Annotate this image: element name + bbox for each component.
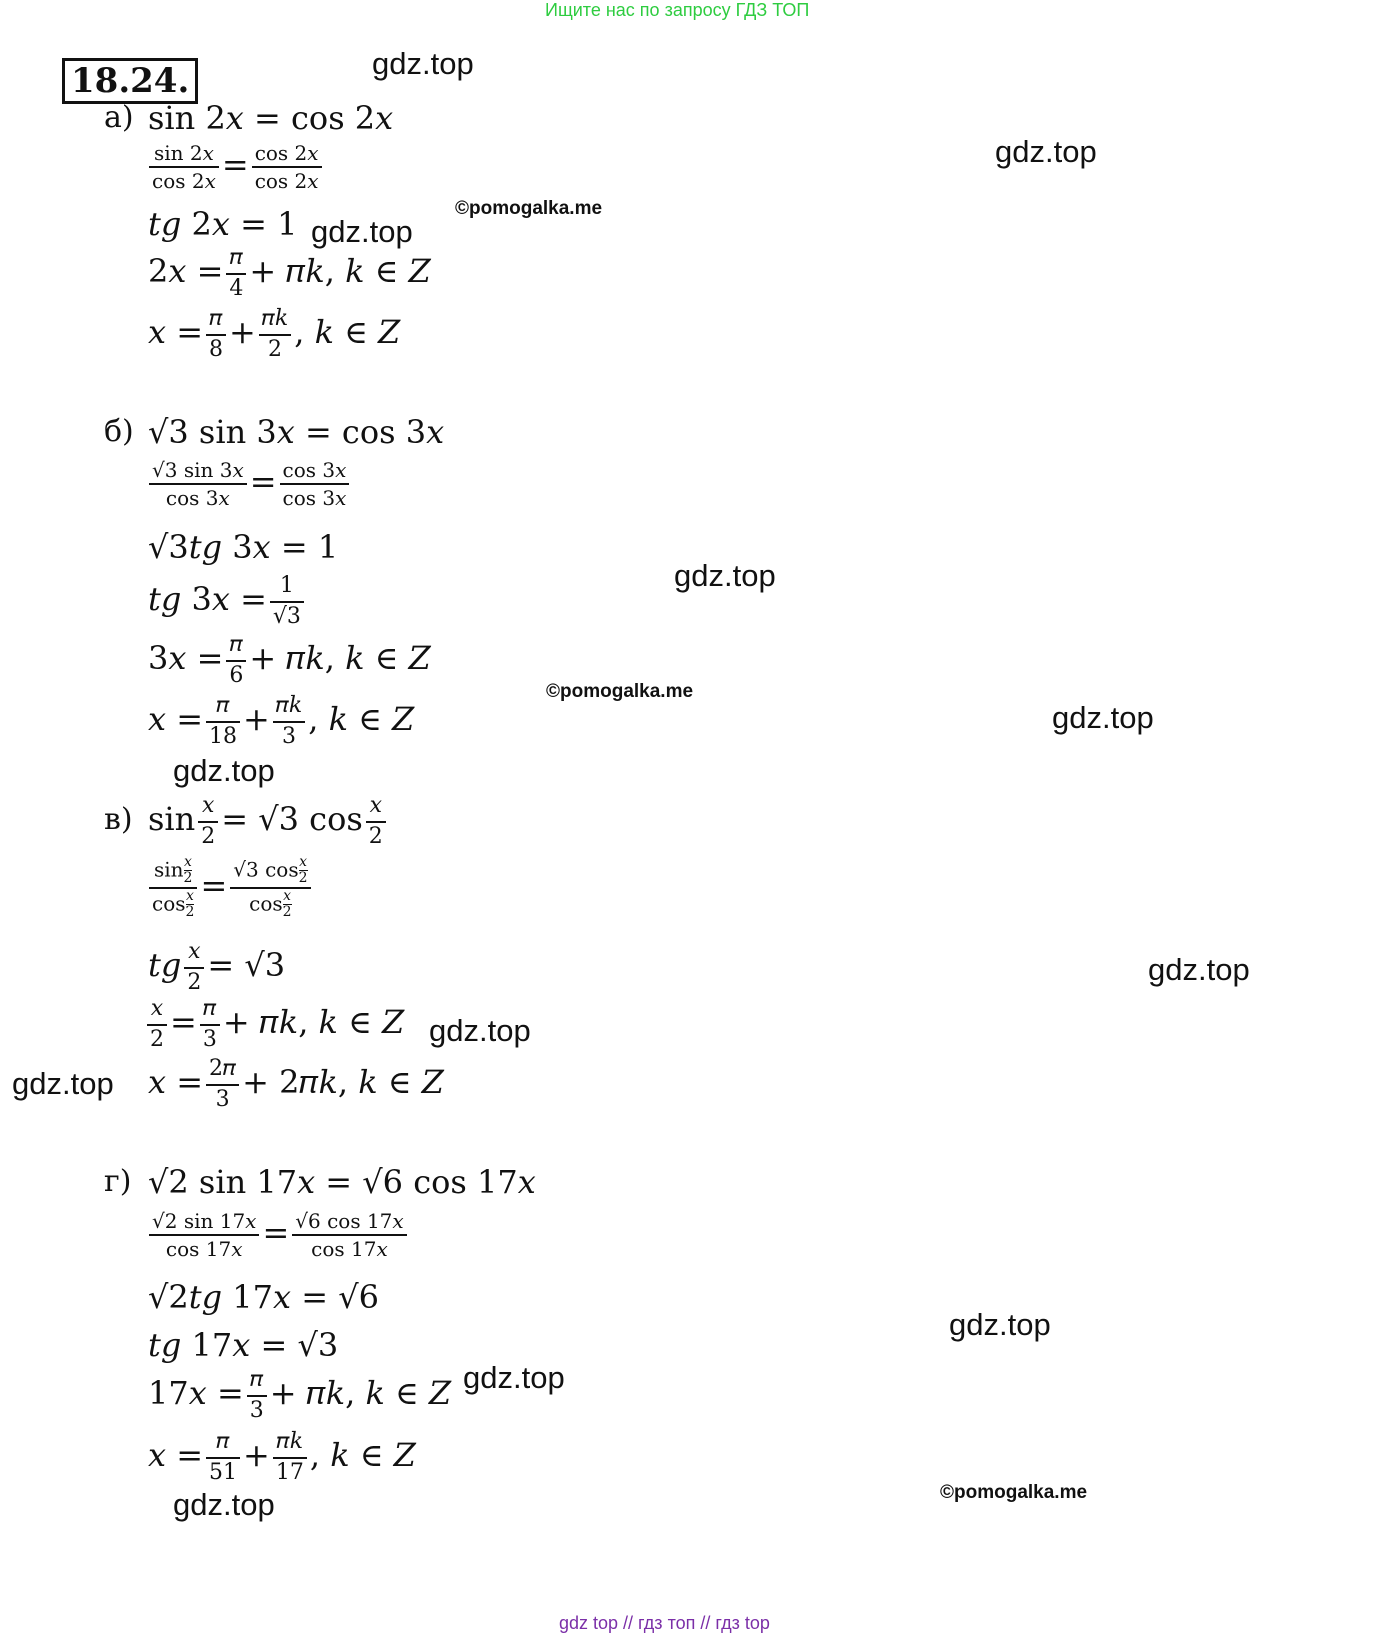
numerator: cos 2𝑥 (252, 140, 322, 168)
top-banner[interactable]: Ищите нас по запросу ГДЗ ТОП (545, 0, 810, 20)
part-g-line-2: $\frac{\text{√2 sin 17𝑥}}{\text{cos 17𝑥}}$ = $\frac{\text{√6 cos 17𝑥}}{\text{cos 17𝑥}}$ (146, 1208, 410, 1262)
part-a-line-5: 𝑥 = $\frac{\text{𝜋}}{8}$ + $\frac{\text{𝜋𝑘}}{2}$ , 𝑘 ∈ 𝑍 (148, 306, 401, 362)
denominator: cos 2𝑥 (152, 169, 216, 193)
part-v-label: в) (104, 802, 133, 837)
part-a-line-3: 𝑡𝑔 2𝑥 = 1 (148, 205, 298, 243)
part-v-line-1: sin $\frac{\text{𝑥}}{2}$ = √3 cos $\frac{\text{𝑥}}{2}$ (148, 792, 389, 851)
numerator: sin 2𝑥 (149, 140, 219, 168)
part-b-line-1: √3 sin 3𝑥 = cos 3𝑥 (148, 413, 445, 451)
part-b-line-3: √3𝑡𝑔 3𝑥 = 1 (148, 528, 339, 566)
part-b-label: б) (104, 414, 134, 449)
part-b-line-2: $\frac{\text{√3 sin 3𝑥}}{\text{cos 3𝑥}}$ = $\frac{\text{cos 3𝑥}}{\text{cos 3𝑥}}$ (146, 457, 352, 511)
part-v-line-5: 𝑥 = $\frac{\text{2𝜋}}{3}$ + 2𝜋𝑘, 𝑘 ∈ 𝑍 (148, 1056, 444, 1112)
watermark-gdz: gdz.top (1052, 700, 1154, 735)
watermark-gdz: gdz.top (173, 753, 275, 788)
part-a-label: а) (104, 100, 134, 135)
watermark-gdz: gdz.top (1148, 952, 1250, 987)
watermark-gdz: gdz.top (429, 1013, 531, 1048)
part-g-line-3: √2𝑡𝑔 17𝑥 = √6 (148, 1278, 379, 1316)
part-b-line-4: 𝑡𝑔 3𝑥 = $\frac{1}{√3}$ (148, 572, 307, 631)
watermark-copyright: ©pomogalka.me (940, 1482, 1088, 1503)
part-g-line-5: 17𝑥 = $\frac{\text{𝜋}}{3}$ + 𝜋𝑘, 𝑘 ∈ 𝑍 (148, 1367, 452, 1423)
watermark-gdz: gdz.top (949, 1307, 1051, 1342)
watermark-copyright: ©pomogalka.me (455, 198, 603, 219)
part-b-line-5: 3𝑥 = $\frac{\text{𝜋}}{6}$ + 𝜋𝑘, 𝑘 ∈ 𝑍 (148, 632, 431, 688)
watermark-gdz: gdz.top (674, 558, 776, 593)
part-g-line-1: √2 sin 17𝑥 = √6 cos 17𝑥 (148, 1163, 536, 1201)
watermark-gdz: gdz.top (372, 46, 474, 81)
watermark-gdz: gdz.top (311, 214, 413, 249)
part-b-line-6: 𝑥 = $\frac{\text{𝜋}}{18}$ + $\frac{\text{𝜋𝑘}}{3}$ , 𝑘 ∈ 𝑍 (148, 693, 415, 749)
part-a-line-1: sin 2𝑥 = cos 2𝑥 (148, 99, 394, 137)
part-a-line-2: $\frac{\text{sin 2𝑥}}{\text{cos 2𝑥}}$ = $\frac{\text{cos 2𝑥}}{\text{cos 2𝑥}}$ (146, 140, 325, 194)
watermark-gdz: gdz.top (995, 134, 1097, 169)
watermark-gdz: gdz.top (463, 1360, 565, 1395)
problem-number: 18.24. (62, 58, 198, 104)
watermark-gdz: gdz.top (173, 1487, 275, 1522)
part-a-line-4: 2𝑥 = $\frac{\text{𝜋}}{4}$ + 𝜋𝑘, 𝑘 ∈ 𝑍 (148, 245, 431, 301)
denominator: cos 2𝑥 (254, 169, 319, 193)
part-g-label: г) (104, 1164, 132, 1199)
footer-links[interactable]: gdz top // гдз топ // гдз top (559, 1613, 770, 1633)
watermark-gdz: gdz.top (12, 1066, 114, 1101)
part-g-line-6: 𝑥 = $\frac{\text{𝜋}}{51}$ + $\frac{\text{𝜋𝑘}}{17}$ , 𝑘 ∈ 𝑍 (148, 1429, 416, 1485)
part-v-line-4: $\frac{\text{𝑥}}{2}$ = $\frac{\text{𝜋}}{3}$ + 𝜋𝑘, 𝑘 ∈ 𝑍 (144, 995, 404, 1054)
part-g-line-4: 𝑡𝑔 17𝑥 = √3 (148, 1326, 339, 1364)
watermark-copyright: ©pomogalka.me (546, 681, 694, 702)
part-v-line-3: 𝑡𝑔 $\frac{\text{𝑥}}{2}$ = √3 (148, 939, 286, 995)
part-v-line-2: sin 𝑥 2 cos 𝑥 2 = √3 cos 𝑥 2 cos 𝑥 2 (146, 855, 314, 921)
